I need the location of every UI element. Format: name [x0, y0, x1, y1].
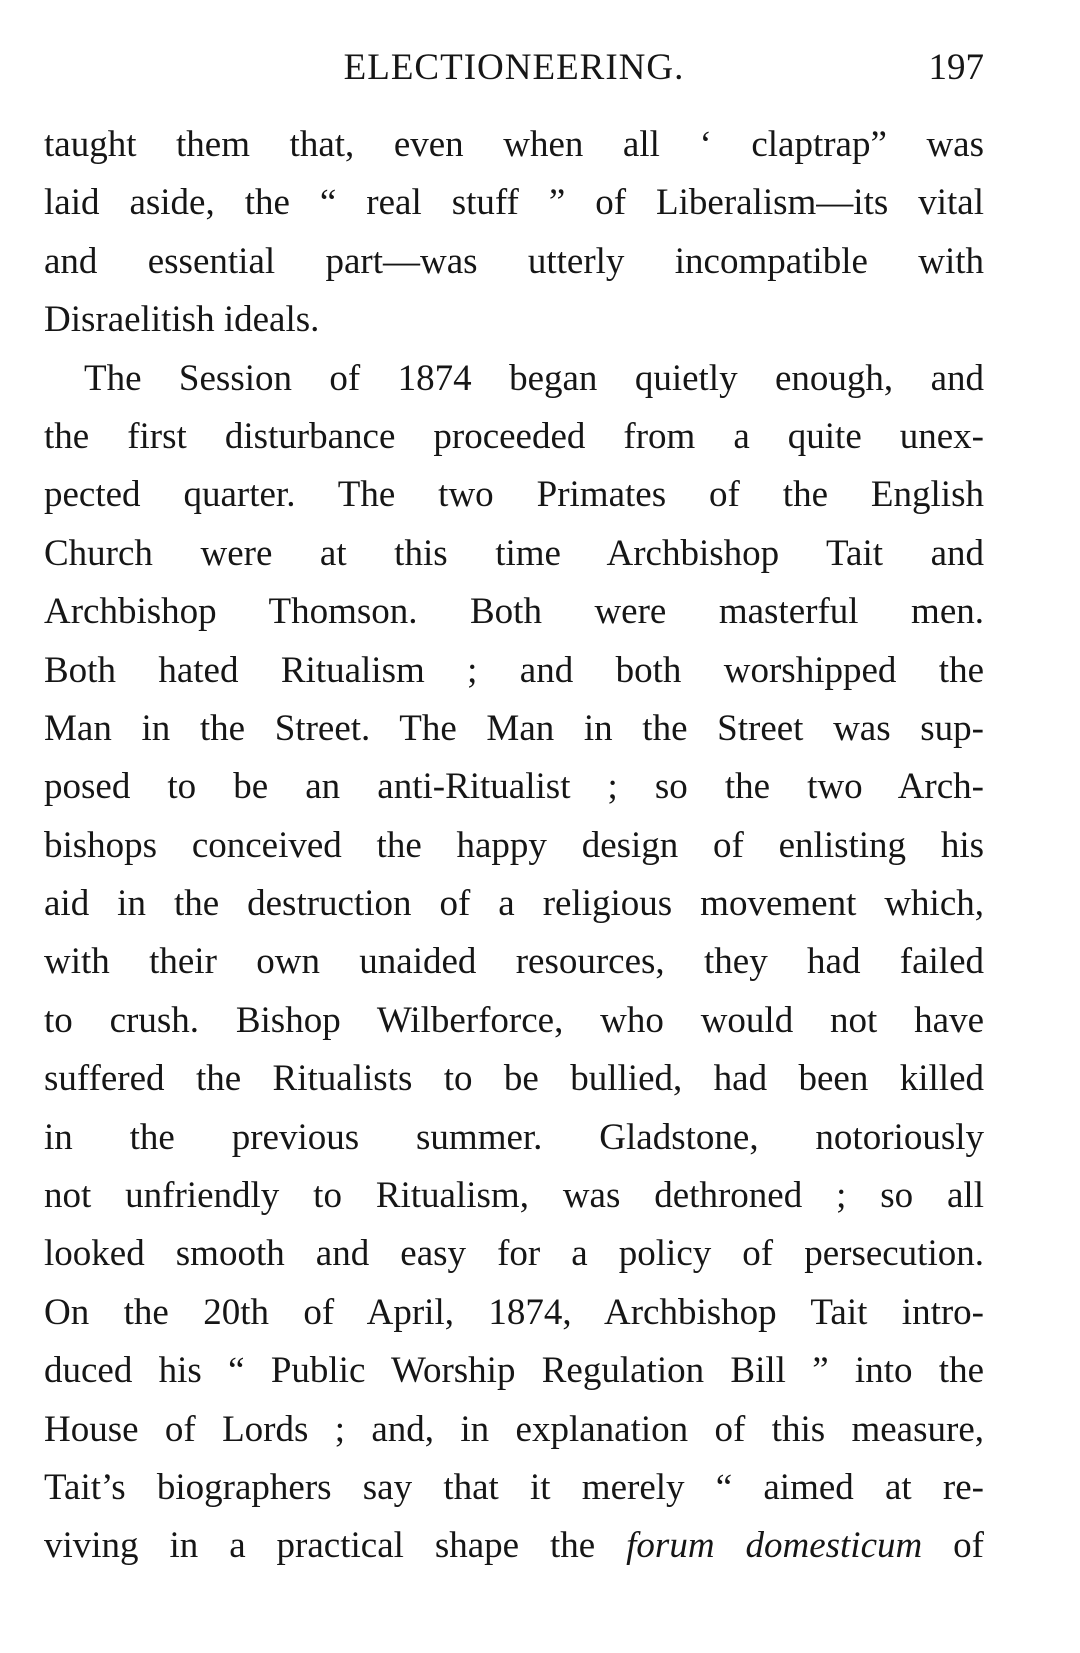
text-body	[44, 116, 984, 1576]
text-line-9: Archbishop Thomson. Both were masterful men.	[44, 591, 984, 633]
text-line-5: The Session of 1874 began quietly enough, and	[84, 357, 984, 399]
text-line-24: Tait’s biographers say that it merely “ aimed at re-	[44, 1466, 984, 1508]
text-line-2: laid aside, the “ real stuff ” of Liberalism—its vital	[44, 182, 984, 224]
text-line-1: taught them that, even when all ‘ claptrap” was	[44, 124, 984, 165]
text-line-19: not unfriendly to Ritualism, was dethroned ; so all	[44, 1175, 984, 1217]
text-line-17: suffered the Ritualists to be bullied, had been killed	[44, 1058, 984, 1100]
text-line-12: posed to be an anti-Ritualist ; so the two Arch-	[44, 766, 984, 808]
italic-latin-phrase: forum domesticum	[626, 1525, 923, 1567]
text-line-8: Church were at this time Archbishop Tait and	[44, 532, 984, 574]
text-line-21: On the 20th of April, 1874, Archbishop Tait intro-	[44, 1291, 984, 1333]
text-line-14: aid in the destruction of a religious movement which,	[44, 883, 984, 925]
text-line-3: and essential part—was utterly incompatible with	[44, 240, 984, 282]
page-number: 197	[928, 47, 984, 88]
text-line-16: to crush. Bishop Wilberforce, who would not have	[44, 999, 984, 1041]
text-line-23: House of Lords ; and, in explanation of this measure,	[44, 1408, 984, 1450]
line-25-end: of	[922, 1525, 984, 1567]
text-line-10: Both hated Ritualism ; and both worshipped the	[44, 649, 984, 691]
text-line-20: looked smooth and easy for a policy of persecution.	[44, 1233, 984, 1275]
text-line-13: bishops conceived the happy design of enlisting his	[44, 824, 984, 866]
text-line-7: pected quarter. The two Primates of the English	[44, 474, 984, 516]
text-line-18: in the previous summer. Gladstone, notoriously	[44, 1116, 984, 1158]
text-line-15: with their own unaided resources, they had failed	[44, 941, 984, 983]
text-line-25	[44, 1517, 984, 1575]
text-line-4: Disraelitish ideals.	[44, 299, 320, 341]
text-line-11: Man in the Street. The Man in the Street was sup-	[44, 707, 984, 749]
text-line-22: duced his “ Public Worship Regulation Bill ” into the	[44, 1350, 984, 1392]
text-line-6: the first disturbance proceeded from a quite unex-	[44, 415, 984, 457]
line-25-start: viving in a practical shape the	[44, 1525, 627, 1567]
running-head	[44, 46, 984, 106]
running-title: ELECTIONEERING.	[343, 47, 685, 88]
